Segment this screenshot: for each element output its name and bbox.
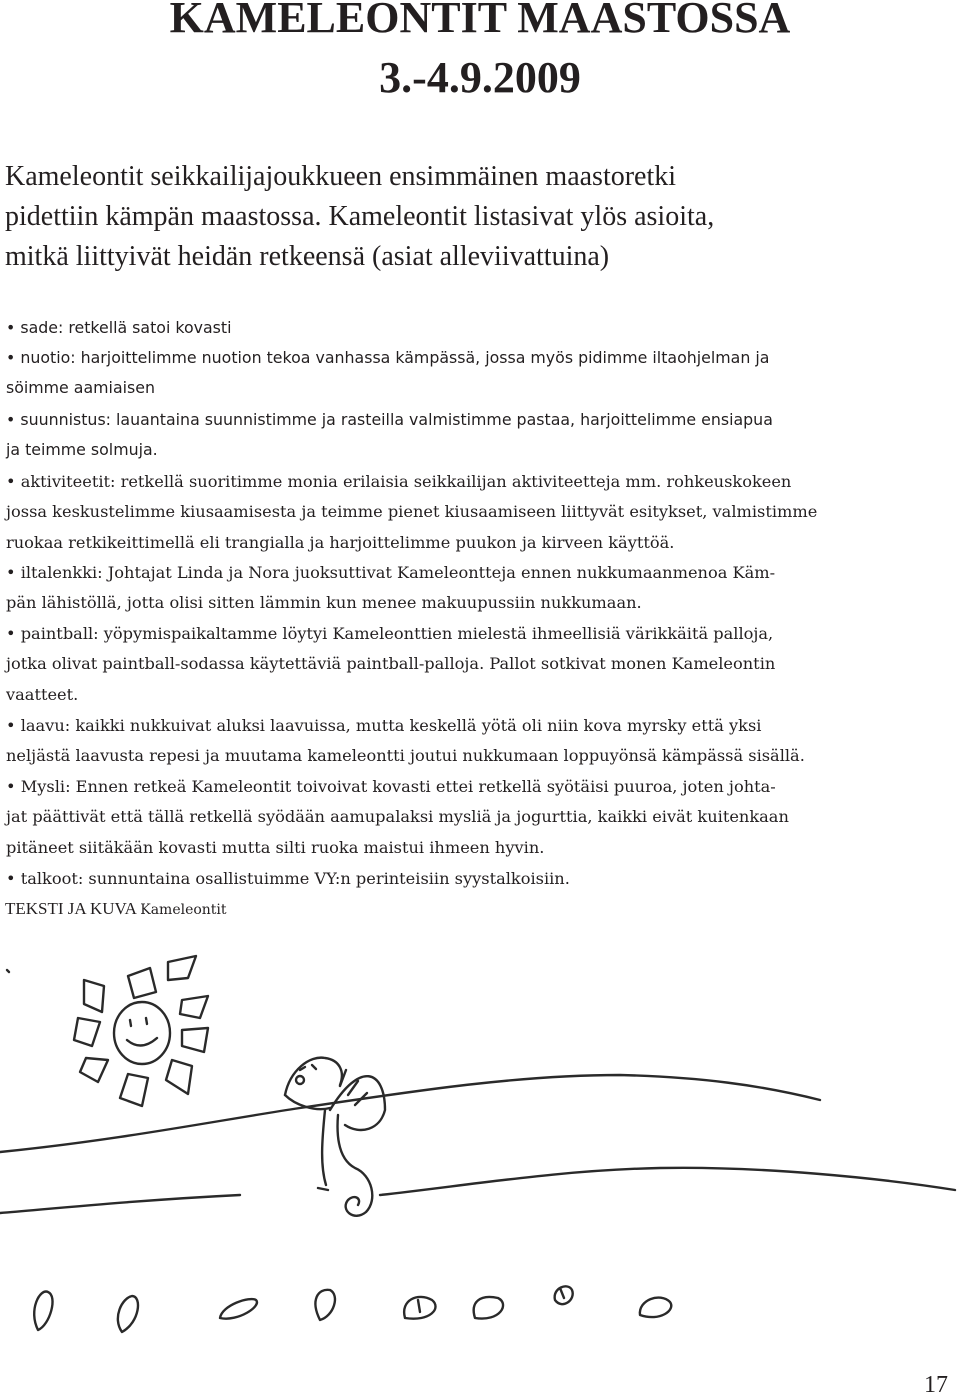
hill-line — [380, 1168, 955, 1195]
page-title: KAMELEONTIT MAASTOSSA — [169, 0, 791, 42]
intro-line: Kameleontit seikkailijajoukkueen ensimmäinen maastoretki — [5, 161, 677, 192]
sun-drawing — [74, 956, 208, 1106]
bullet-line: • talkoot: sunnuntaina osallistuimme VY:n perinteisiin syystalkoisiin. — [6, 869, 570, 888]
credit-author: Kameleontit — [140, 902, 227, 918]
bullet-line: • Mysli: Ennen retkeä Kameleontit toivoivat kovasti ettei retkellä syötäisi puuroa, joten johta- — [6, 777, 776, 796]
chameleon-drawing — [0, 940, 960, 1360]
stones-drawing — [34, 1286, 671, 1332]
page-date: 3.-4.9.2009 — [379, 53, 581, 102]
intro-paragraph — [5, 157, 945, 277]
credit-prefix: TEKSTI JA KUVA — [5, 899, 136, 918]
page-number: 17 — [924, 1372, 948, 1398]
bullet-line: pitäneet siitäkään kovasti mutta silti ruoka maistui ihmeen hyvin. — [6, 838, 545, 857]
bullet-line: • iltalenkki: Johtajat Linda ja Nora juoksuttivat Kameleontteja ennen nukkumaanmenoa Käm- — [6, 563, 776, 582]
credit-line — [5, 899, 227, 919]
chameleon-figure — [285, 1058, 385, 1216]
bullet-line: jotka olivat paintball-sodassa käytettäviä paintball-palloja. Pallot sotkivat monen Kameleontin — [6, 654, 776, 673]
bullet-line: • suunnistus: lauantaina suunnistimme ja rasteilla valmistimme pastaa, harjoittelimme ensiapua — [6, 410, 773, 429]
bullet-line: • paintball: yöpymispaikaltamme löytyi Kameleonttien mielestä ihmeellisiä värikkäitä palloja, — [6, 624, 774, 643]
intro-line: pidettiin kämpän maastossa. Kameleontit listasivat ylös asioita, — [5, 201, 715, 232]
bullet-line: ruokaa retkikeittimellä eli trangialla ja harjoittelimme puukon ja kirveen käyttöä. — [6, 533, 675, 552]
bullet-line: • laavu: kaikki nukkuivat aluksi laavuissa, mutta keskellä yötä oli niin kova myrsky että yksi — [6, 716, 762, 735]
bullet-line: ja teimme solmuja. — [6, 440, 158, 459]
bullet-line: jat päättivät että tällä retkellä syödään aamupalaksi mysliä ja jogurttia, kaikki eivät kuitenkaan — [6, 807, 789, 826]
hill-line — [0, 1195, 240, 1213]
bullet-line: pän lähistöllä, jotta olisi sitten lämmin kun menee makuupussiin nukkumaan. — [6, 593, 642, 612]
intro-line: mitkä liittyivät heidän retkeensä (asiat alleviivattuina) — [5, 241, 610, 272]
bullet-line: vaatteet. — [6, 685, 79, 704]
bullet-line: • nuotio: harjoittelimme nuotion tekoa vanhassa kämpässä, jossa myös pidimme iltaohjelman ja — [6, 348, 770, 367]
bullet-line: söimme aamiaisen — [6, 378, 155, 397]
bullet-line: jossa keskustelimme kiusaamisesta ja teimme pienet kiusaamiseen liittyvät esitykset, valmistimme — [6, 502, 818, 521]
bullet-line: • aktiviteetit: retkellä suoritimme monia erilaisia seikkailijan aktiviteetteja mm. rohkeuskokeen — [6, 472, 792, 491]
stray-mark — [7, 970, 9, 972]
bullet-line: neljästä laavusta repesi ja muutama kameleontti joutui nukkumaan loppuyönsä kämpässä sisällä. — [6, 746, 805, 765]
bullet-line: • sade: retkellä satoi kovasti — [6, 318, 232, 337]
